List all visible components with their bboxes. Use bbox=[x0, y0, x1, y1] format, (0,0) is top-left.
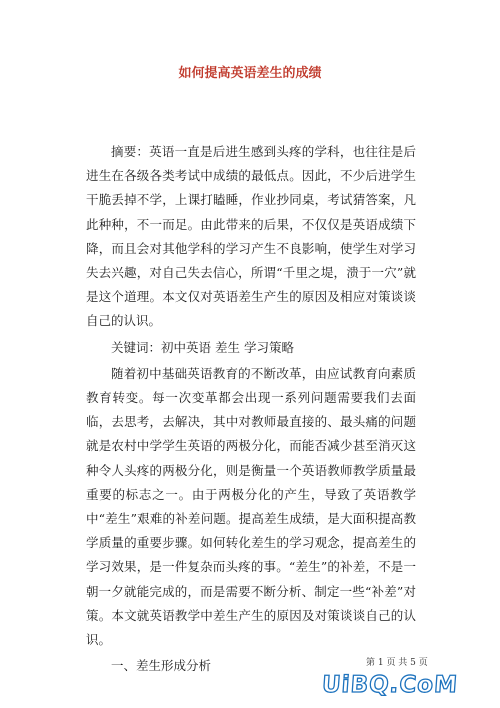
abstract-paragraph: 摘要：英语一直是后进生感到头疼的学科，也往往是后进生在各级各类考试中成绩的最低点。因此，不少后进学生干脆丢掉不学，上课打瞌睡，作业抄同桌，考试猜答案，凡此种种，不一而足。由此带来的后果，不仅仅是英语成绩下降，而且会对其他学科的学习产生不良影响，使学生对学习失去兴趣，对自己失去信心，所谓“千里之堤，溃于一穴”就是这个道理。本文仅对英语差生产生的原因及相应对策谈谈自己的认识。 bbox=[86, 144, 416, 329]
document-title: 如何提高英语差生的成绩 bbox=[178, 66, 322, 81]
keywords-line: 关键词：初中英语 差生 学习策略 bbox=[111, 339, 294, 355]
intro-paragraph: 随着初中基础英语教育的不断改革，由应试教育向素质教育转变。每一次变革都会出现一系列问题需要我们去面临，去思考，去解决，其中对教师最直接的、最头痛的问题就是农村中学学生英语的两极分化，而能否减少甚至消灭这种令人头疼的两极分化，则是衡量一个英语教师教学质量最重要的标志之一。由于两极分化的产生，导致了英语教学中“差生”艰难的补差问题。提高差生成绩，是大面积提高教学质量的重要步骤。如何转化差生的学习观念，提高差生的学习效果，是一件复杂而头疼的事。“差生”的补差，不是一朝一夕就能完成的，而是需要不断分析、制定一些“补差”对策。本文就英语教学中差生产生的原因及对策谈谈自己的认识。 bbox=[86, 365, 416, 648]
section-heading: 一、差生形成分析 bbox=[111, 658, 212, 674]
document-body bbox=[86, 140, 416, 678]
page-number: 第 1 页 共 5 页 bbox=[366, 658, 428, 668]
watermark-logo: UiBQ.CoM bbox=[321, 672, 459, 698]
